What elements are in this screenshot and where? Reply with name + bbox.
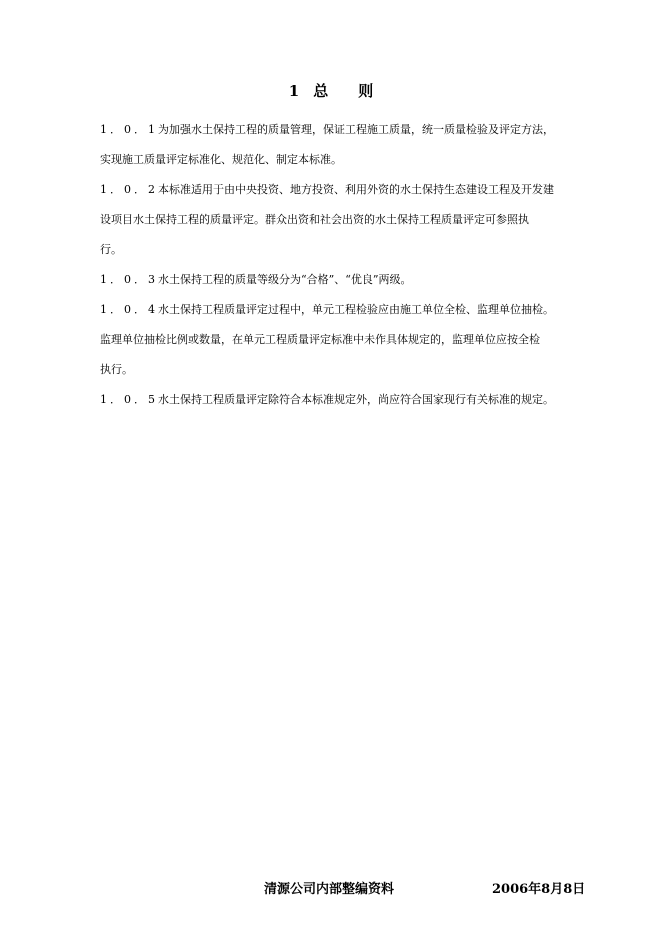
clause-line [100,385,570,415]
clause-1-0-3 [100,265,570,295]
clause-text: 水土保持工程的质量等级分为“合格”、“优良”两级。 [158,273,412,286]
clause-text: 为加强水土保持工程的质量管理，保证工程施工质量，统一质量检验及评定方法， [158,123,554,136]
clause-number: 1．0．3 [100,273,158,286]
footer-organization: 清源公司内部整编资料 [264,882,395,897]
footer-date: 2006年8月8日 [492,882,586,897]
chapter-heading [0,80,662,101]
clause-number: 1．0．4 [100,303,158,316]
clause-number: 1．0．1 [100,123,158,136]
clause-number: 1．0．5 [100,393,158,406]
clause-1-0-4 [100,295,570,385]
clause-line: 执行。 [100,363,133,376]
clause-line [100,115,570,145]
clause-line [100,265,570,295]
clause-line: 行。 [100,243,122,256]
clause-1-0-1 [100,115,570,175]
clause-line [100,175,570,205]
chapter-number: 1 [288,82,300,100]
clause-text: 水土保持工程质量评定除符合本标准规定外，尚应符合国家现行有关标准的规定。 [158,393,554,406]
clause-line [100,295,570,325]
clause-line: 监理单位抽检比例或数量，在单元工程质量评定标准中未作具体规定的，监理单位应按全检 [100,333,540,346]
clause-text: 水土保持工程质量评定过程中，单元工程检验应由施工单位全检、监理单位抽检。 [158,303,554,316]
clause-number: 1．0．2 [100,183,158,196]
clause-line: 设项目水土保持工程的质量评定。群众出资和社会出资的水土保持工程质量评定可参照执 [100,213,529,226]
chapter-title-char-1: 总 [313,82,329,100]
clause-1-0-5 [100,385,570,415]
clause-text: 本标准适用于由中央投资、地方投资、利用外资的水土保持生态建设工程及开发建 [158,183,554,196]
clause-line: 实现施工质量评定标准化、规范化、制定本标准。 [100,153,342,166]
chapter-title-char-2: 则 [358,82,374,100]
clause-1-0-2 [100,175,570,265]
